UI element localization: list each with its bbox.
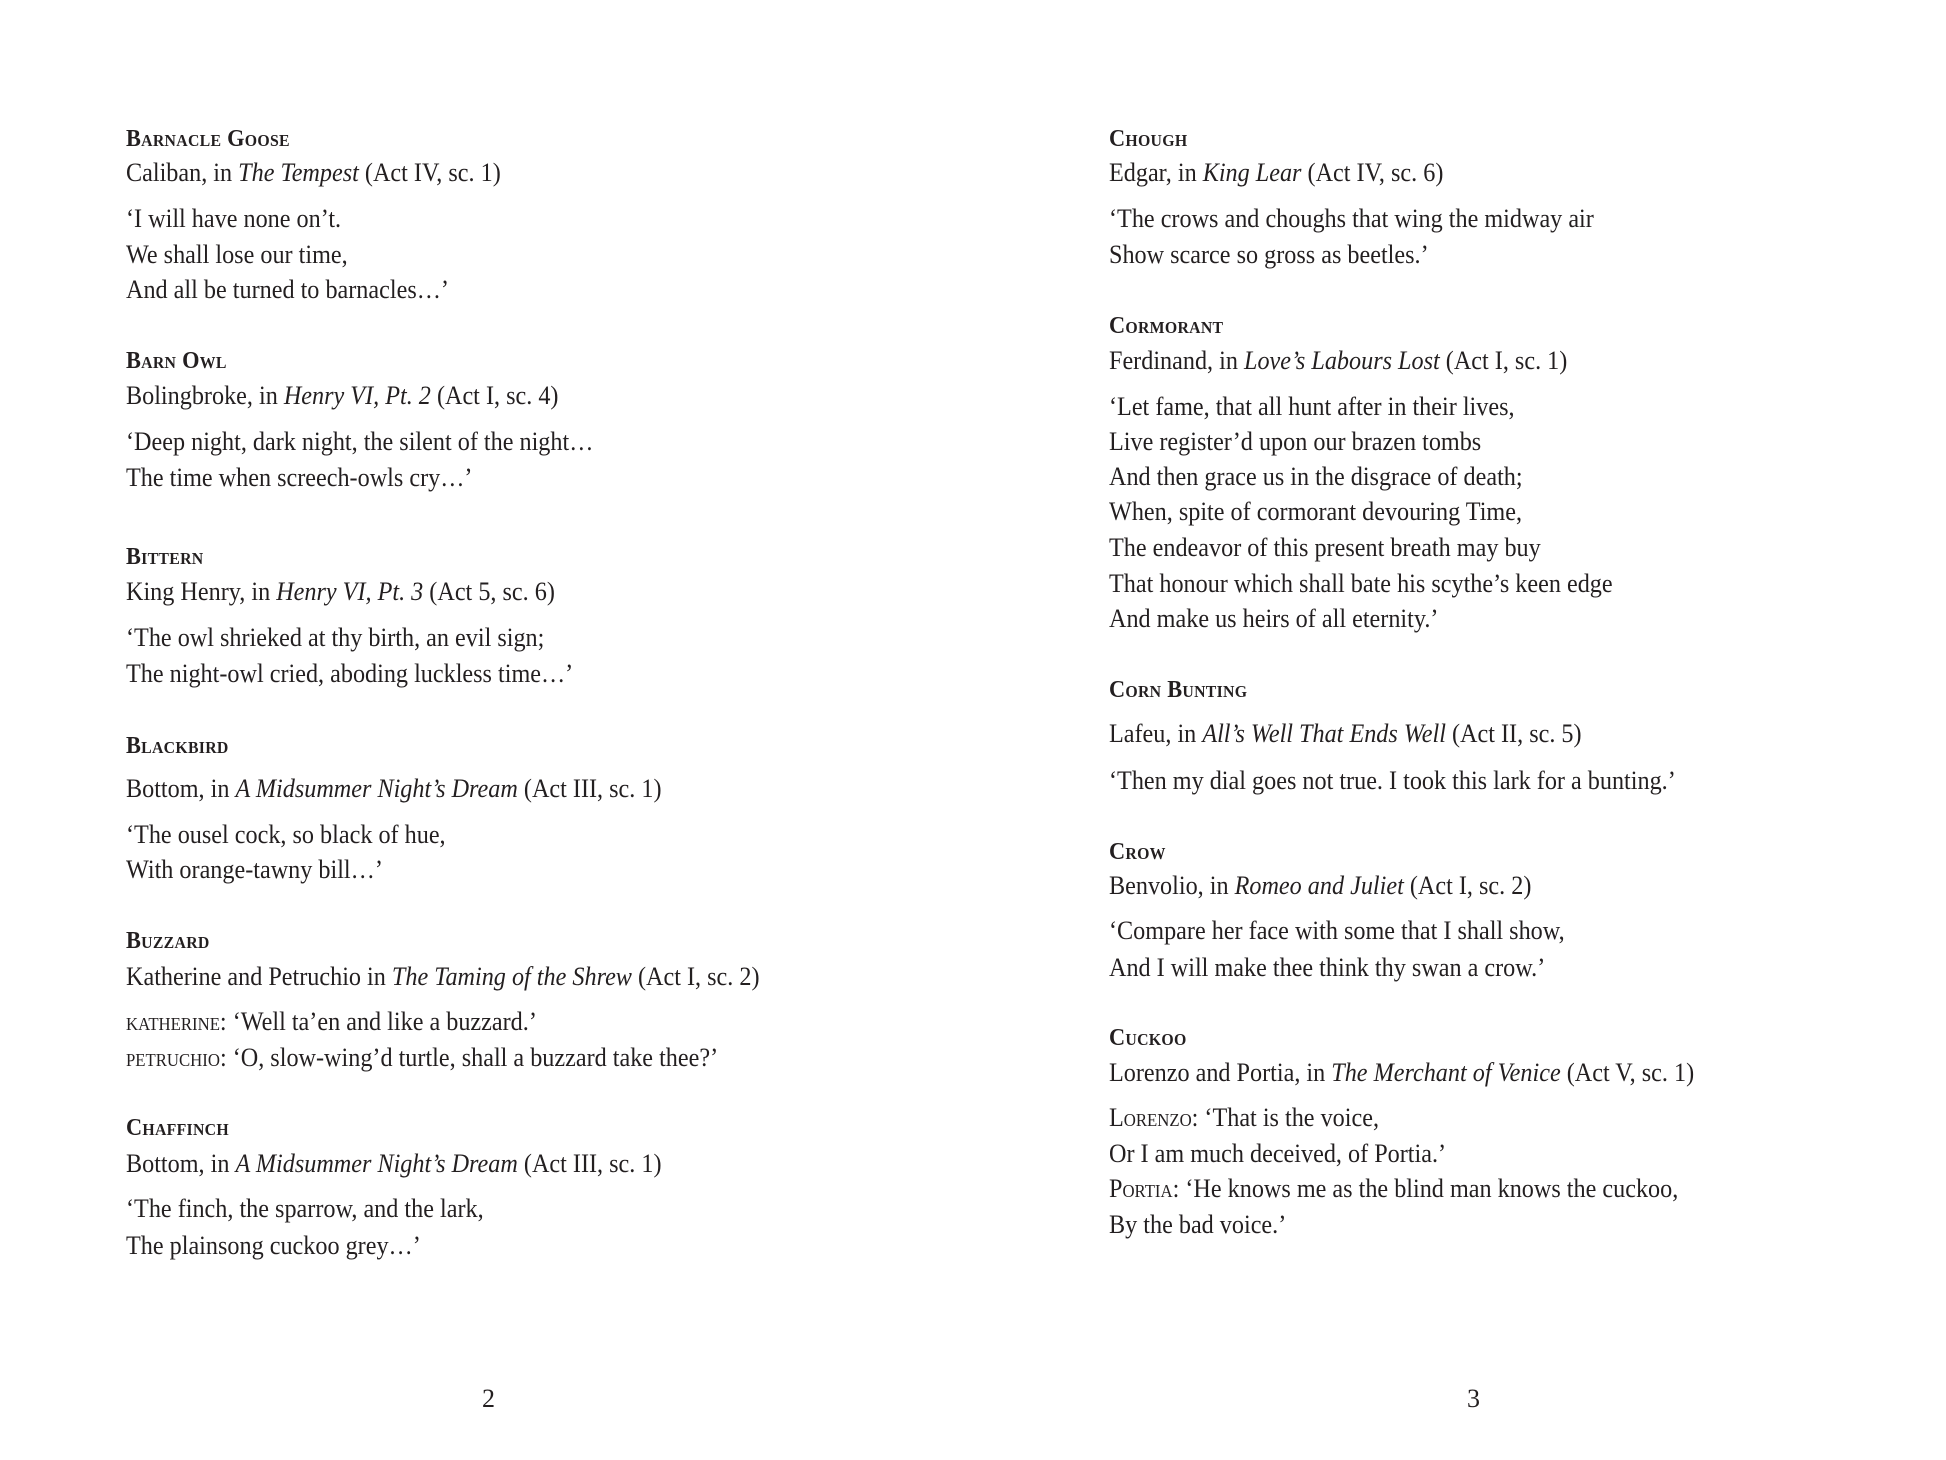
quote-line: ‘Then my dial goes not true. I took this lark for a bunting.’ <box>1109 766 1676 795</box>
quote-line: That honour which shall bate his scythe’s keen edge <box>1109 569 1613 598</box>
act-scene-reference: (Act I, sc. 2) <box>1403 871 1532 900</box>
quote-line: Show scarce so gross as beetles.’ <box>1109 240 1429 269</box>
quote-line: ‘Let fame, that all hunt after in their lives, <box>1109 392 1515 421</box>
quote-line: ‘The owl shrieked at thy birth, an evil sign; <box>126 623 545 652</box>
speaker-prefix: Bottom, in <box>126 774 236 803</box>
quote-line: And I will make thee think thy swan a crow.’ <box>1109 953 1546 982</box>
dialogue-line <box>1109 1103 1379 1133</box>
speaker-prefix: King Henry, in <box>126 577 277 606</box>
quote-line: And make us heirs of all eternity.’ <box>1109 604 1439 633</box>
act-scene-reference: (Act 5, sc. 6) <box>423 577 555 606</box>
quote-line: With orange-tawny bill…’ <box>126 855 383 884</box>
play-title: The Taming of the Shrew <box>391 962 632 991</box>
speaker-prefix: Katherine and Petruchio in <box>126 962 392 991</box>
speaker-prefix: Lafeu, in <box>1109 719 1203 748</box>
quote-line: And all be turned to barnacles…’ <box>126 275 449 304</box>
source-line <box>1109 719 1582 749</box>
bird-heading: Cuckoo <box>1109 1025 1187 1051</box>
source-line <box>1109 1058 1694 1088</box>
play-title: Henry VI, Pt. 2 <box>283 381 431 410</box>
speaker-name: Portia <box>1109 1174 1173 1203</box>
bird-heading: Bittern <box>126 544 204 570</box>
bird-heading: Buzzard <box>126 928 210 954</box>
dialogue-text: : ‘That is the voice, <box>1191 1103 1379 1132</box>
speaker-prefix: Caliban, in <box>126 158 239 187</box>
quote-line: By the bad voice.’ <box>1109 1210 1287 1239</box>
quote-line: The time when screech-owls cry…’ <box>126 463 473 492</box>
speaker-prefix: Edgar, in <box>1109 158 1203 187</box>
bird-heading: Chaffinch <box>126 1115 229 1141</box>
speaker-prefix: Bolingbroke, in <box>126 381 284 410</box>
act-scene-reference: (Act I, sc. 1) <box>1439 346 1568 375</box>
quote-line: The endeavor of this present breath may buy <box>1109 533 1541 562</box>
dialogue-text: : ‘Well ta’en and like a buzzard.’ <box>219 1007 537 1036</box>
play-title: King Lear <box>1202 158 1302 187</box>
bird-heading: Blackbird <box>126 733 229 759</box>
quote-line: And then grace us in the disgrace of death; <box>1109 462 1523 491</box>
dialogue-line <box>126 1007 537 1037</box>
quote-line: ‘The ousel cock, so black of hue, <box>126 820 446 849</box>
speaker-name: petruchio <box>126 1043 220 1072</box>
act-scene-reference: (Act IV, sc. 6) <box>1301 158 1444 187</box>
quote-line: ‘Compare her face with some that I shall show, <box>1109 916 1565 945</box>
source-line <box>126 158 501 188</box>
dialogue-line <box>1109 1174 1678 1204</box>
source-line <box>1109 346 1567 376</box>
speaker-name: katherine <box>126 1007 220 1036</box>
source-line <box>126 962 760 992</box>
quote-line: Or I am much deceived, of Portia.’ <box>1109 1139 1447 1168</box>
play-title: The Merchant of Venice <box>1331 1058 1561 1087</box>
play-title: All’s Well That Ends Well <box>1202 719 1446 748</box>
bird-heading: Corn Bunting <box>1109 677 1248 703</box>
speaker-prefix: Ferdinand, in <box>1109 346 1244 375</box>
act-scene-reference: (Act IV, sc. 1) <box>358 158 501 187</box>
bird-heading: Chough <box>1109 126 1188 152</box>
play-title: A Midsummer Night’s Dream <box>235 1149 518 1178</box>
act-scene-reference: (Act I, sc. 4) <box>430 381 559 410</box>
source-line <box>126 381 558 411</box>
play-title: Love’s Labours Lost <box>1243 346 1440 375</box>
speaker-prefix: Lorenzo and Portia, in <box>1109 1058 1332 1087</box>
act-scene-reference: (Act V, sc. 1) <box>1560 1058 1695 1087</box>
quote-line: ‘I will have none on’t. <box>126 204 342 233</box>
bird-heading: Crow <box>1109 839 1166 865</box>
play-title: Romeo and Juliet <box>1234 871 1404 900</box>
source-line <box>126 577 555 607</box>
quote-line: Live register’d upon our brazen tombs <box>1109 427 1482 456</box>
source-line <box>1109 158 1443 188</box>
play-title: Henry VI, Pt. 3 <box>276 577 424 606</box>
act-scene-reference: (Act II, sc. 5) <box>1445 719 1582 748</box>
quote-line: ‘The finch, the sparrow, and the lark, <box>126 1194 484 1223</box>
source-line <box>126 1149 662 1179</box>
quote-line: The night-owl cried, aboding luckless time…’ <box>126 659 574 688</box>
page-number: 3 <box>1467 1384 1480 1413</box>
speaker-name: Lorenzo <box>1109 1103 1192 1132</box>
bird-heading: Barnacle Goose <box>126 126 290 152</box>
dialogue-text: : ‘He knows me as the blind man knows the cuckoo, <box>1172 1174 1679 1203</box>
dialogue-text: : ‘O, slow-wing’d turtle, shall a buzzard take thee?’ <box>219 1043 719 1072</box>
quote-line: ‘Deep night, dark night, the silent of the night… <box>126 427 594 456</box>
bird-heading: Barn Owl <box>126 348 227 374</box>
source-line <box>126 774 662 804</box>
play-title: A Midsummer Night’s Dream <box>235 774 518 803</box>
quote-line: When, spite of cormorant devouring Time, <box>1109 497 1523 526</box>
play-title: The Tempest <box>238 158 359 187</box>
act-scene-reference: (Act III, sc. 1) <box>517 774 662 803</box>
speaker-prefix: Bottom, in <box>126 1149 236 1178</box>
dialogue-line <box>126 1043 718 1073</box>
quote-line: ‘The crows and choughs that wing the midway air <box>1109 204 1594 233</box>
source-line <box>1109 871 1531 901</box>
quote-line: We shall lose our time, <box>126 240 348 269</box>
quote-line: The plainsong cuckoo grey…’ <box>126 1231 421 1260</box>
bird-heading: Cormorant <box>1109 313 1224 339</box>
speaker-prefix: Benvolio, in <box>1109 871 1235 900</box>
right-page <box>973 0 1946 1460</box>
act-scene-reference: (Act I, sc. 2) <box>631 962 760 991</box>
act-scene-reference: (Act III, sc. 1) <box>517 1149 662 1178</box>
page-number: 2 <box>482 1384 495 1413</box>
